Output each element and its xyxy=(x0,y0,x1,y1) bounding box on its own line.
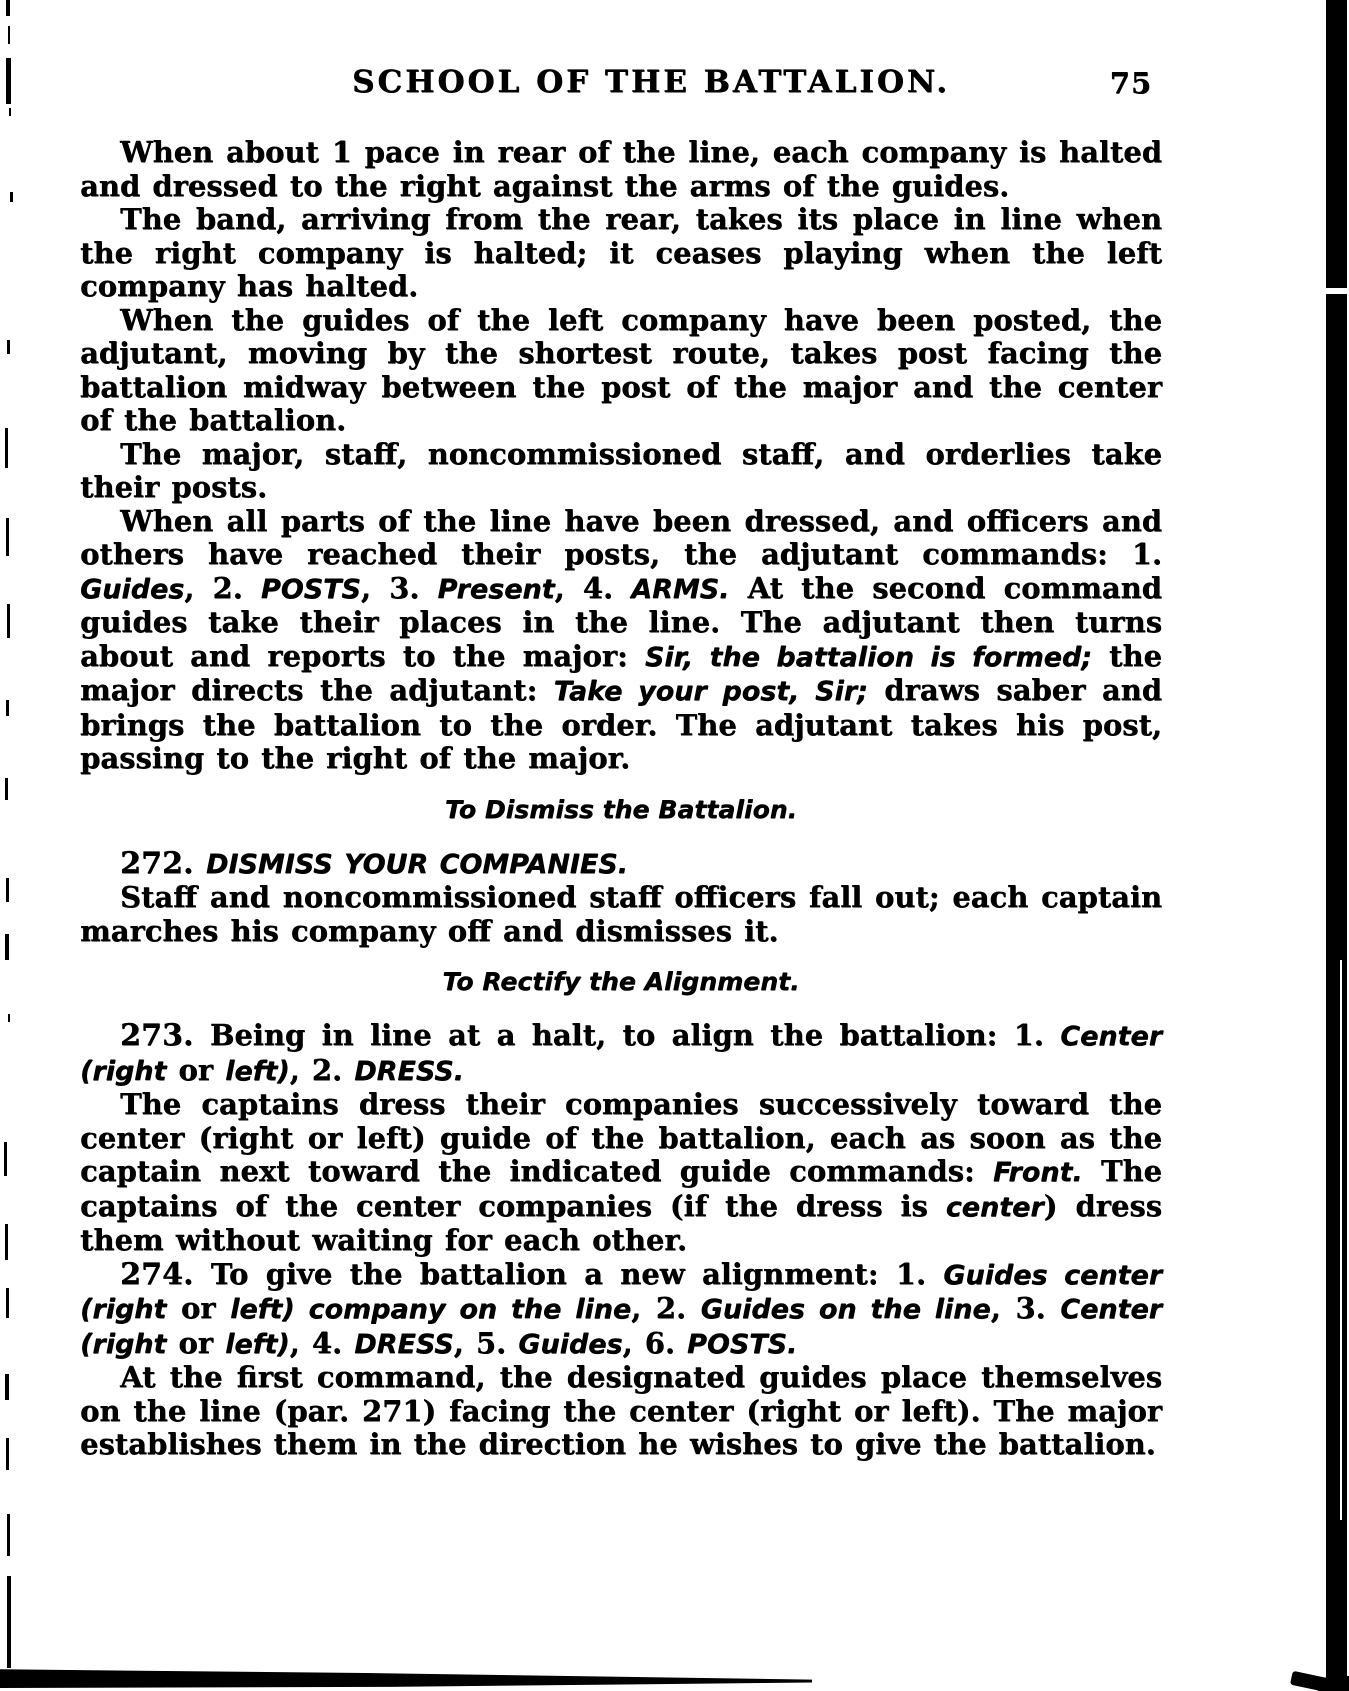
text-run: POSTS. xyxy=(687,1328,798,1360)
text-run: To give the battalion a new alignment: 1. xyxy=(193,1256,944,1291)
para-guides-posted xyxy=(80,304,1162,438)
text-run: 272. xyxy=(120,845,206,881)
para-captains-dress xyxy=(80,1088,1162,1258)
scan-artifact xyxy=(5,1374,9,1400)
heading-to-dismiss xyxy=(80,793,1162,826)
text-run: or xyxy=(166,1052,226,1087)
text-run: Guides on the line xyxy=(700,1294,991,1325)
text-run: , 2. xyxy=(631,1291,701,1325)
para-adjutant-commands xyxy=(80,505,1162,776)
text-run: or xyxy=(166,1325,226,1360)
scan-artifact xyxy=(6,700,9,716)
page-header xyxy=(80,64,1162,100)
para-staff-fall-out xyxy=(80,881,1162,948)
text-run: Being in line at a halt, to align the battalion: 1. xyxy=(193,1018,1061,1052)
text-run: Guides center (right xyxy=(80,1259,1163,1325)
text-run: To Rectify the Alignment. xyxy=(442,967,800,996)
scan-artifact xyxy=(5,428,8,468)
text-run: DRESS. xyxy=(354,1055,464,1087)
text-run: left) xyxy=(225,1055,290,1087)
scan-artifact xyxy=(6,518,9,556)
scan-artifact xyxy=(5,934,9,960)
scan-artifact xyxy=(1326,288,1347,294)
text-run: DRESS xyxy=(354,1328,454,1360)
text-run: left) company on the line xyxy=(230,1294,632,1325)
para-272-dismiss xyxy=(80,847,1162,882)
para-273-center-dress xyxy=(80,1019,1162,1088)
scan-artifact xyxy=(6,1438,9,1470)
scan-artifact xyxy=(6,58,11,104)
text-run: , 4. xyxy=(554,570,632,605)
scan-artifact xyxy=(7,1576,11,1668)
text-run: Guides xyxy=(80,573,185,605)
text-run: Front. xyxy=(992,1157,1083,1188)
scan-artifact xyxy=(6,878,9,902)
text-run: Guides xyxy=(518,1328,623,1360)
text-run: When the guides of the left company have been posted, the adjutant, moving by the shortest route, takes post facing the battalion midway between the post of the major and the center of the battalion. xyxy=(80,302,1162,437)
text-run: , 2. xyxy=(289,1052,355,1087)
para-274-new-alignment xyxy=(80,1258,1162,1362)
scan-artifact xyxy=(9,108,11,116)
text-run: , 3. xyxy=(990,1291,1061,1325)
scan-artifact xyxy=(1326,0,1347,1691)
page-title: SCHOOL OF THE BATTALION. xyxy=(352,64,950,100)
text-run: left) xyxy=(225,1328,290,1360)
scan-artifact xyxy=(5,1224,8,1260)
text-run: Staff and noncommissioned staff officers fall out; each captain marches his company off and dismisses it. xyxy=(80,880,1162,948)
scan-artifact xyxy=(8,1014,10,1022)
scan-artifact xyxy=(8,26,10,44)
text-run: 273. xyxy=(120,1018,194,1053)
text-run: ) dress them without waiting for each other. xyxy=(80,1188,1162,1257)
text-run: draws saber and brings the battalion to the order. The adjutant takes his post, passing to the right of the major. xyxy=(80,673,1162,775)
text-run: Present xyxy=(437,573,555,605)
page-number: 75 xyxy=(1109,66,1152,100)
text-run: The captains of the center companies (if the dress is xyxy=(80,1154,1162,1223)
text-run: When all parts of the line have been dressed, and officers and others have reached their posts, the adjutant commands: 1. xyxy=(80,503,1162,571)
text-run: DISMISS YOUR COMPANIES. xyxy=(205,848,628,880)
text-run: 274. xyxy=(120,1256,194,1292)
text-run: , 5. xyxy=(453,1325,519,1360)
scan-artifact xyxy=(7,340,10,354)
scan-artifact xyxy=(7,1514,10,1556)
text-run: To Dismiss the Battalion. xyxy=(444,794,798,824)
para-at-first-command xyxy=(80,1361,1162,1462)
text-run: The major, staff, noncommissioned staff, and orderlies take their posts. xyxy=(80,436,1162,504)
text-run: , 6. xyxy=(622,1325,688,1360)
para-band xyxy=(80,203,1162,304)
text-run: Take your post, Sir; xyxy=(553,676,868,707)
scan-artifact xyxy=(6,1288,9,1318)
scan-artifact xyxy=(5,778,8,800)
page-content xyxy=(80,136,1162,1462)
text-run: At the second command guides take their places in the line. The adjutant then turns about and reports to the major: xyxy=(80,570,1162,673)
para-major-staff xyxy=(80,438,1162,505)
text-run: Sir, the battalion is formed; xyxy=(644,641,1092,673)
text-run: ARMS. xyxy=(631,573,730,605)
text-run: center xyxy=(945,1191,1044,1223)
text-run: Center (right xyxy=(80,1294,1162,1360)
scan-artifact xyxy=(1340,960,1342,1520)
text-run: the major directs the adjutant: xyxy=(80,638,1162,707)
text-run: When about 1 pace in rear of the line, each company is halted and dressed to the right against the arms of the guides. xyxy=(80,135,1162,203)
text-run: POSTS xyxy=(260,573,361,605)
scan-artifact xyxy=(7,604,10,638)
text-run: The captains dress their companies successively toward the center (right or left) guide of the battalion, each as soon as the captain next toward the indicated guide commands: xyxy=(80,1087,1162,1188)
scan-artifact xyxy=(10,192,13,202)
heading-to-rectify xyxy=(80,965,1162,998)
scan-artifact xyxy=(4,1142,7,1176)
text-run: or xyxy=(166,1291,231,1325)
para-halted-dressed xyxy=(80,136,1162,203)
text-run: At the first command, the designated guides place themselves on the line (par. 271) facing the center (right or left). The major establishes them in the direction he wishes to give the battalion. xyxy=(80,1360,1162,1461)
scan-artifact xyxy=(0,1666,812,1688)
text-run: , 2. xyxy=(184,570,261,605)
text-run: Center (right xyxy=(80,1021,1162,1087)
scan-artifact xyxy=(6,0,10,16)
text-run: , 3. xyxy=(360,570,438,605)
text-run: , 4. xyxy=(289,1325,355,1360)
text-run: The band, arriving from the rear, takes its place in line when the right company is halted; it ceases playing when the left company has halted. xyxy=(80,202,1162,303)
